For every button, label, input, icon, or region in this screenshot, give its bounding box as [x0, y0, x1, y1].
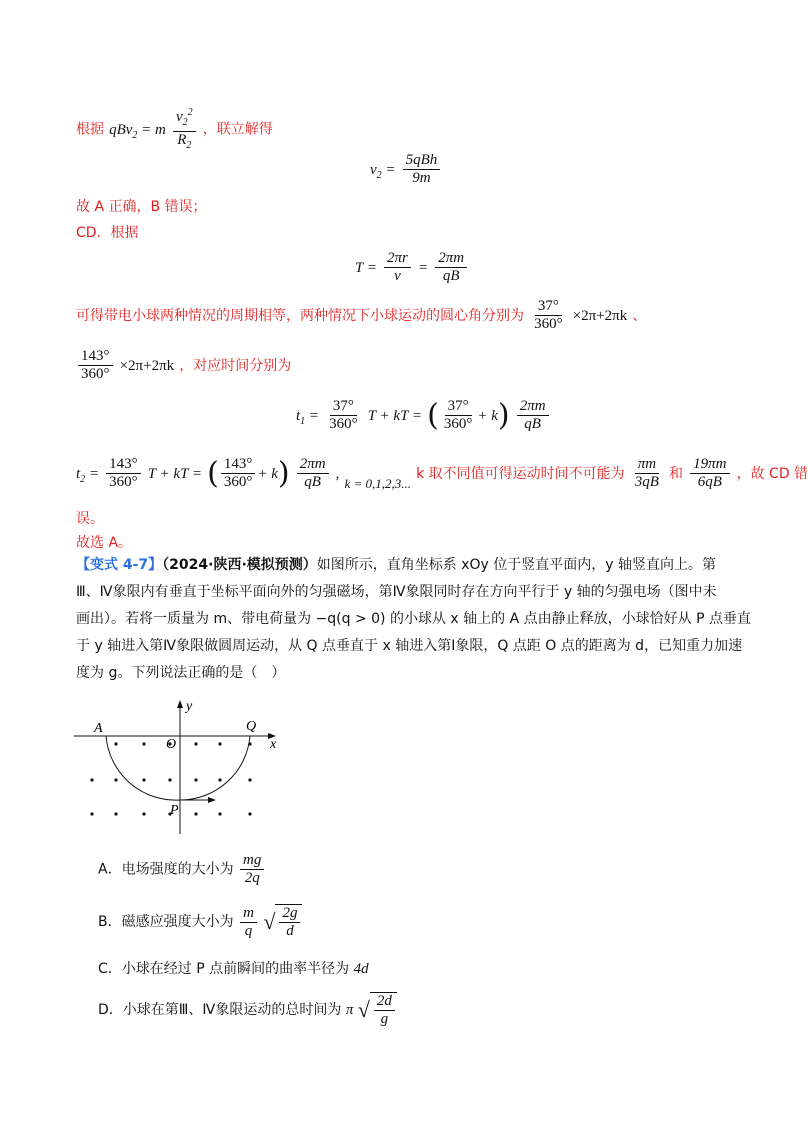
option-d-pi: π [345, 1002, 354, 1018]
option-b-den: q [244, 922, 253, 939]
angle1-den: 360° [534, 316, 563, 332]
period-desc: 可得带电小球两种情况的周期相等，两种情况下小球运动的圆心角分别为 [76, 308, 524, 324]
k-range: k = 0,1,2,3... [344, 476, 412, 491]
answer: 故选 A。 [76, 535, 133, 551]
option-b-text: B．磁感应强度大小为 [98, 914, 234, 930]
comma-sep: 、 [632, 308, 647, 324]
problem [76, 552, 751, 687]
solution-line-1 [76, 104, 273, 154]
trajectory-curve [106, 736, 250, 800]
option-d-rad-num: 2d [374, 993, 395, 1011]
cd-wrong: ，故 CD 错 [736, 466, 808, 482]
angle1-num: 37° [535, 298, 562, 316]
option-b: B．磁感应强度大小为 $\frac{m}{q}$ √ $\frac{2g}{d}$ [98, 904, 302, 940]
and-text: 和 [669, 466, 684, 482]
option-b-num: m [240, 905, 257, 923]
angle2-expr: ×2π+2πk [119, 358, 175, 374]
label-y: y [186, 699, 193, 714]
option-a [98, 852, 266, 887]
problem-line-4: 于 y 轴进入第Ⅳ象限做圆周运动，从 Q 点垂直于 x 轴进入第Ⅰ象限，Q 点距 O 点的距离为 d，已知重力加速 [76, 638, 743, 654]
angle2-den: 360° [81, 366, 110, 382]
angle1-expr: ×2π+2πk [572, 308, 628, 324]
cd-intro: CD．根据 [76, 225, 139, 241]
label-A: A [94, 721, 103, 736]
solution-prefix: 根据 [76, 121, 104, 138]
option-b-rad-num: 2g [279, 905, 300, 923]
k-desc: k 取不同值可得运动时间不可能为 [416, 466, 625, 482]
eq-v2-den: 9m [412, 170, 431, 186]
eq-qbv-text: qBv [109, 121, 133, 138]
option-a-text: A．电场强度的大小为 [98, 861, 234, 878]
angle2-num: 143° [78, 348, 113, 366]
label-Q: Q [246, 719, 257, 734]
option-d-rad-den: g [380, 1011, 389, 1027]
y-axis-arrow [177, 700, 183, 708]
problem-source: （2024·陕西·模拟预测） [162, 557, 317, 573]
solution-suffix: ，联立解得 [202, 121, 273, 138]
problem-line-3: 画出）。若将一质量为 m、带电荷量为 −q(q > 0) 的小球从 x 轴上的 A 点由静止释放，小球恰好从 P 点垂直 [76, 611, 751, 627]
conclusion-ab: 故 A 正确，B 错误； [76, 199, 207, 215]
option-c-text: C．小球在经过 P 点前瞬间的曲率半径为 [98, 961, 350, 977]
eq-t1: $t_1$ = $\frac{37^\circ}{360^\circ}$ T + kT = ( $\frac{37^\circ}{360^\circ}$ + k) $\frac{2\pi m}{qB}$ [296, 398, 551, 433]
eq-v2-num: 5qBh [403, 152, 441, 170]
problem-line-5: 度为 g。下列说法正确的是（ ） [76, 665, 286, 681]
label-x: x [270, 737, 277, 752]
figure-diagram [70, 696, 290, 836]
eq-v2-over-r2: $\frac{v_2^2}{R_2}$ [173, 104, 196, 154]
eq-qbv: qBv$_2$ = m [109, 121, 166, 141]
option-d: D．小球在第Ⅲ、Ⅳ象限运动的总时间为 π √ $\frac{2d}{g}$ [98, 992, 397, 1028]
option-a-num: mg [240, 852, 264, 870]
eq-t2-line: $t_2$ = $\frac{143^\circ}{360^\circ}$ T + kT = ( $\frac{143^\circ}{360^\circ}$ + k) $\frac{2\pi m}{qB}$ , $_{k = 0,1,2,3...}$ k 取不同值可得运动时间不可能为 $\frac{\pi m}{3qB}$ 和 $\frac{19\pi m}{6qB}$ ，故 CD 错 [76, 456, 808, 491]
velocity-arrow [208, 797, 216, 803]
label-O: O [166, 737, 177, 752]
option-d-text: D．小球在第Ⅲ、Ⅳ象限运动的总时间为 [98, 1002, 342, 1018]
problem-line-2: Ⅲ、Ⅳ象限内有垂直于坐标平面向外的匀强磁场，第Ⅳ象限同时存在方向平行于 y 轴的匀强电场（图中未 [76, 584, 717, 600]
problem-tag: 【变式 4-7】 [76, 557, 163, 573]
cd-wrong-2: 误。 [76, 511, 104, 527]
option-c [98, 958, 369, 978]
label-P: P [170, 803, 179, 818]
option-c-val: 4d [353, 961, 369, 977]
period-desc-line [76, 298, 646, 333]
option-a-den: 2q [244, 870, 260, 886]
eq-v2-result: $v_2$ = $\frac{\text{5qBh}}{9m}$ [370, 152, 442, 187]
problem-line-1: 如图所示，直角坐标系 xOy 位于竖直平面内，y 轴竖直向上。第 [316, 557, 717, 573]
eq-period: T = $\frac{2\pi r}{v}$ = $\frac{2\pi m}{qB}$ [355, 250, 469, 285]
option-b-rad-den: d [286, 923, 294, 939]
time-desc: ，对应时间分别为 [179, 358, 292, 374]
angle2-line [76, 348, 291, 383]
